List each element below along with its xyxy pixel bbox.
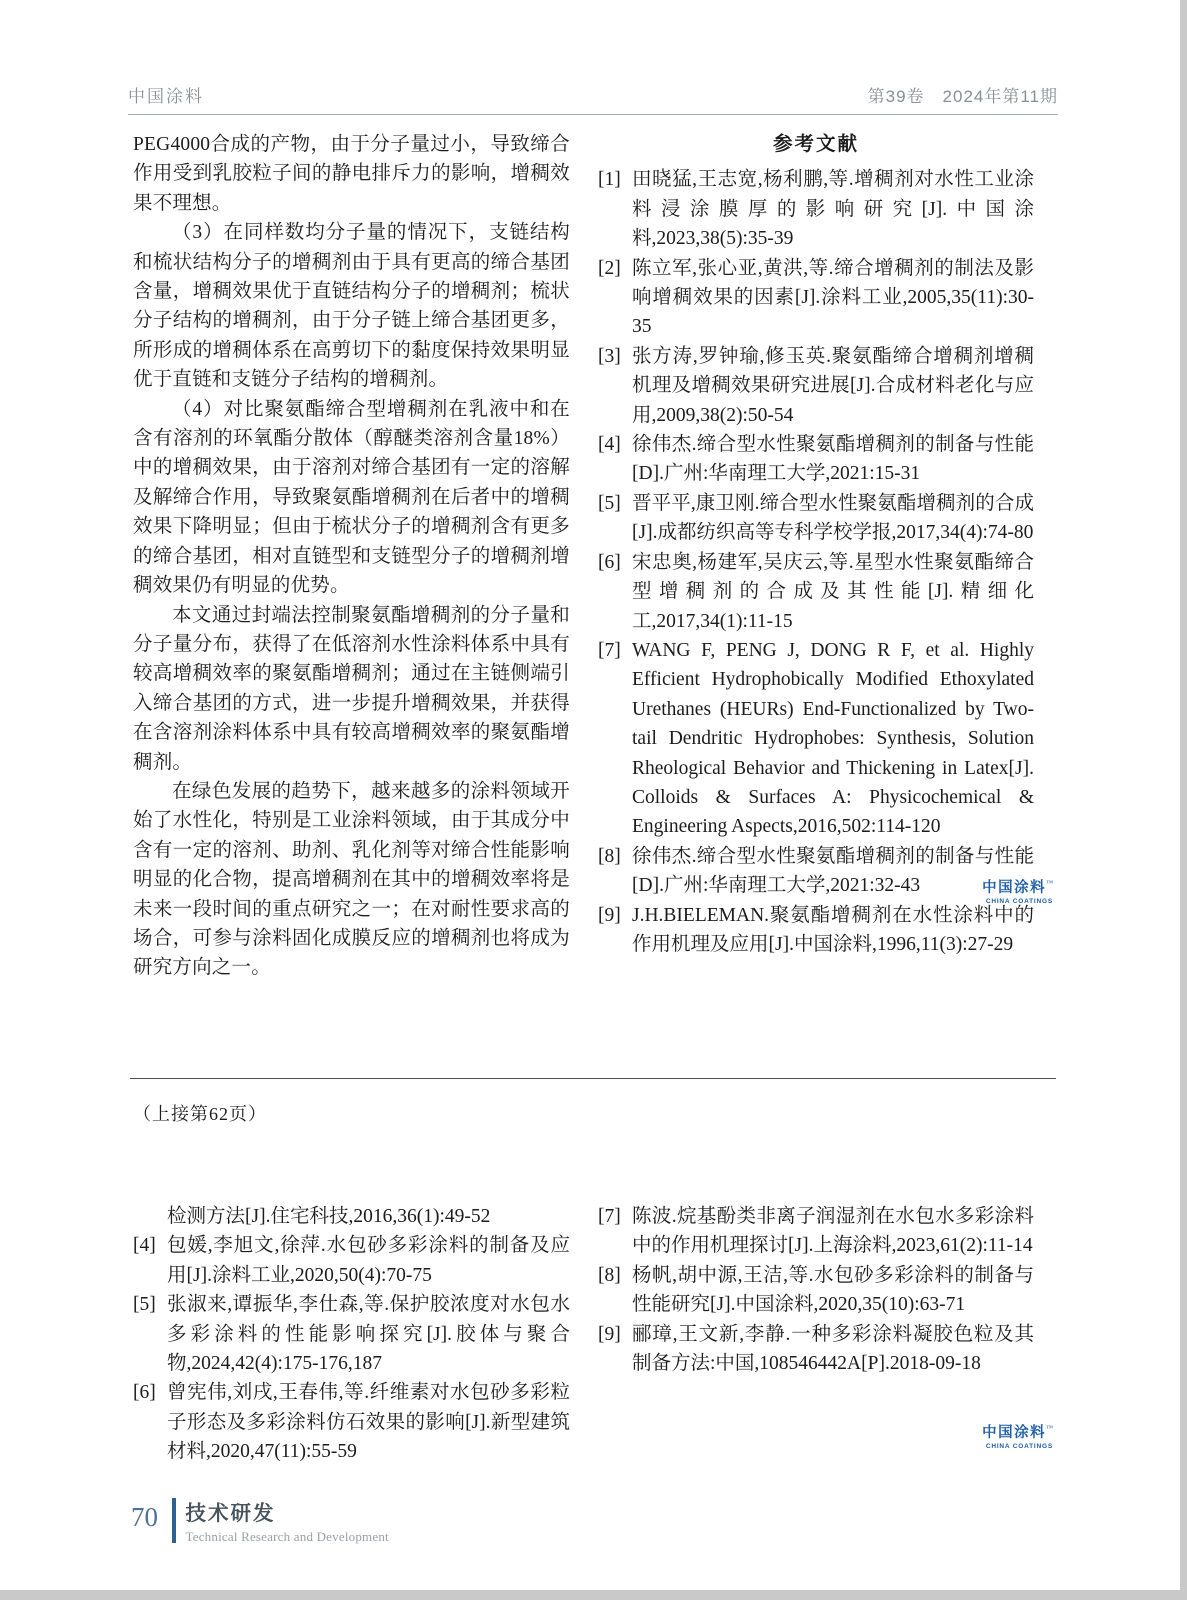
logo-trademark-icon: ™: [1046, 1424, 1053, 1432]
reference-text: 徐伟杰.缔合型水性聚氨酯增稠剂的制备与性能[D].广州:华南理工大学,2021:15-31: [632, 434, 1034, 485]
body-paragraph: 本文通过封端法控制聚氨酯增稠剂的分子量和分子量分布，获得了在低溶剂水性涂料体系中具有较高增稠效率的聚氨酯增稠剂；通过在主链侧端引入缔合基团的方式，进一步提升增稠效果，并获得在含溶剂涂料体系中具有较高增稠效率的聚氨酯增稠剂。: [133, 604, 570, 773]
reference-item: [598, 1202, 1034, 1261]
body-paragraph: （3）在同样数均分子量的情况下，支链结构和梳状结构分子的增稠剂由于具有更高的缔合基团含量，增稠效果优于直链结构分子的增稠剂；梳状分子结构的增稠剂，由于分子链上缔合基团更多，所形成的增稠体系在高剪切下的黏度保持效果明显优于直链和支链分子结构的增稠剂。: [133, 222, 570, 391]
section-divider: [130, 1078, 1056, 1079]
page-edge-right: [1180, 0, 1187, 1600]
logo-text-cn: 中国涂料: [982, 880, 1047, 896]
body-paragraph: 在绿色发展的趋势下，越来越多的涂料领域开始了水性化，特别是工业涂料领域，由于其成分中含有一定的溶剂、助剂、乳化剂等对缔合性能影响明显的化合物，提高增稠剂在其中的增稠效率将是未来一段时间的重点研究之一；在对耐性要求高的场合，可参与涂料固化成膜反应的增稠剂也将成为研究方向之一。: [133, 780, 570, 979]
reference-number: [6]: [133, 1382, 156, 1404]
reference-number: [4]: [133, 1235, 156, 1257]
reference-item: [598, 430, 1034, 489]
reference-text: 陈立军,张心亚,黄洪,等.缔合增稠剂的制法及影响增稠效果的因素[J].涂料工业,2005,35(11):30-35: [632, 257, 1034, 338]
reference-text: 张淑来,谭振华,李仕森,等.保护胶浓度对水包水多彩涂料的性能影响探究[J].胶体与聚合物,2024,42(4):175-176,187: [167, 1294, 570, 1375]
reference-item: [133, 1231, 570, 1290]
reference-item: [133, 1202, 570, 1231]
reference-text: 曾宪伟,刘戌,王春伟,等.纤维素对水包砂多彩粒子形态及多彩涂料仿石效果的影响[J].新型建筑材料,2020,47(11):55-59: [167, 1382, 570, 1463]
reference-text: 检测方法[J].住宅科技,2016,36(1):49-52: [167, 1206, 491, 1227]
logo-text-en: CHINA COATINGS: [985, 898, 1053, 905]
reference-number: [5]: [598, 492, 621, 514]
logo-text-en: CHINA COATINGS: [985, 1443, 1053, 1450]
reference-number: [7]: [598, 639, 621, 661]
reference-text: 晋平平,康卫刚.缔合型水性聚氨酯增稠剂的合成[J].成都纺织高等专科学校学报,2017,34(4):74-80: [632, 492, 1034, 544]
reference-item: [598, 1320, 1034, 1379]
reference-text: 杨帆,胡中源,王洁,等.水包砂多彩涂料的制备与性能研究[J].中国涂料,2020,35(10):63-71: [632, 1264, 1034, 1316]
reference-text: WANG F, PENG J, DONG R F, et al. Highly Efficient Hydrophobically Modified Ethoxylated Urethanes (HEURs) End-Functionalized by Two-tail Dendritic Hydrophobes: Synthesis, Solution Rheological Behavior and Thickening in Latex[J]. Colloids & Surfaces A: Physicochemical & Engineering Aspects,2016,502:114-120: [632, 639, 1034, 838]
reference-number: [4]: [598, 434, 621, 456]
reference-number: [5]: [133, 1294, 156, 1316]
reference-text: 郦璋,王文新,李静.一种多彩涂料凝胶色粒及其制备方法:中国,108546442A[P].2018-09-18: [632, 1323, 1034, 1375]
continued-left-references: [133, 1202, 570, 1467]
reference-number: [2]: [598, 257, 621, 279]
reference-text: 包媛,李旭文,徐萍.水包砂多彩涂料的制备及应用[J].涂料工业,2020,50(4):70-75: [167, 1235, 570, 1286]
journal-name: 中国涂料: [128, 87, 204, 106]
references-list: [598, 165, 1034, 959]
reference-item: [598, 901, 1034, 960]
body-paragraph: （4）对比聚氨酯缔合型增稠剂在乳液中和在含有溶剂的环氧酯分散体（醇醚类溶剂含量18%）中的增稠效果，由于溶剂对缔合基团有一定的溶解及解缔合作用，导致聚氨酯增稠剂在后者中的增稠效果下降明显；但由于梳状分子的增稠剂含有更多的缔合基团，相对直链型和支链型分子的增稠剂增稠效果仍有明显的优势。: [133, 398, 570, 597]
continued-from-note: （上接第62页）: [133, 1104, 267, 1124]
reference-item: [598, 165, 1034, 253]
logo-text-cn: 中国涂料: [982, 1425, 1047, 1441]
reference-item: [598, 489, 1034, 548]
body-text-column: [133, 130, 570, 983]
reference-number: [9]: [598, 904, 621, 926]
page-header: [128, 82, 1058, 115]
reference-item: [598, 254, 1034, 342]
section-title-en: Technical Research and Development: [185, 1529, 389, 1544]
footer-section-titles: [176, 1496, 389, 1545]
issue-info: 第39卷 2024年第11期: [867, 87, 1058, 106]
reference-number: [6]: [598, 551, 621, 573]
reference-number: [8]: [598, 1264, 621, 1286]
reference-text: 陈波.烷基酚类非离子润湿剂在水包水多彩涂料中的作用机理探讨[J].上海涂料,2023,61(2):11-14: [632, 1206, 1034, 1257]
references-column: [598, 130, 1034, 959]
continued-right-references: [598, 1202, 1034, 1378]
body-paragraph: PEG4000合成的产物，由于分子量过小，导致缔合作用受到乳胶粒子间的静电排斥力的影响，增稠效果不理想。: [133, 134, 570, 214]
reference-number: [1]: [598, 169, 621, 191]
reference-text: 徐伟杰.缔合型水性聚氨酯增稠剂的制备与性能[D].广州:华南理工大学,2021:32-43: [632, 845, 1034, 897]
reference-text: J.H.BIELEMAN.聚氨酯增稠剂在水性涂料中的作用机理及应用[J].中国涂料,1996,11(3):27-29: [632, 904, 1034, 955]
reference-number: [133, 1202, 167, 1231]
reference-text: 田晓猛,王志宽,杨利鹏,等.增稠剂对水性工业涂料浸涂膜厚的影响研究[J].中国涂料,2023,38(5):35-39: [632, 169, 1034, 250]
china-coatings-logo: [958, 1425, 1053, 1451]
reference-item: [598, 342, 1034, 430]
reference-number: [3]: [598, 345, 621, 367]
reference-item: [133, 1378, 570, 1466]
reference-text: 张方涛,罗钟瑜,修玉英.聚氨酯缔合增稠剂增稠机理及增稠效果研究进展[J].合成材料老化与应用,2009,38(2):50-54: [632, 345, 1034, 426]
reference-text: 宋忠奥,杨建军,吴庆云,等.星型水性聚氨酯缔合型增稠剂的合成及其性能[J].精细化工,2017,34(1):11-15: [632, 551, 1034, 632]
logo-trademark-icon: ™: [1046, 879, 1053, 887]
page-footer: [131, 1496, 389, 1545]
reference-item: [598, 636, 1034, 842]
reference-number: [8]: [598, 845, 621, 867]
reference-number: [9]: [598, 1323, 621, 1345]
page-edge-bottom: [0, 1590, 1187, 1600]
reference-number: [7]: [598, 1206, 621, 1227]
references-title: 参考文献: [772, 134, 859, 155]
china-coatings-logo: [958, 880, 1053, 906]
reference-item: [598, 1261, 1034, 1320]
section-title-cn: 技术研发: [185, 1502, 276, 1525]
page-number: 70: [131, 1502, 158, 1533]
reference-item: [598, 548, 1034, 636]
reference-item: [133, 1290, 570, 1378]
